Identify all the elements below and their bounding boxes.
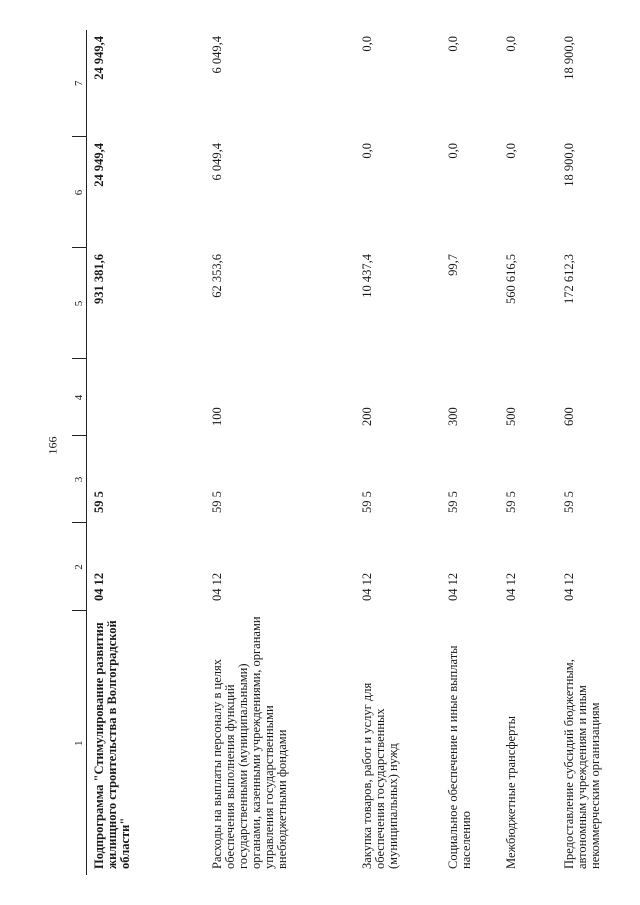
table-row [355, 30, 441, 875]
row-section-cell: 04 12 [445, 572, 460, 601]
row-amount-1-cell: 62 353,6 [209, 254, 224, 298]
row-amount-1-cell: 99,7 [445, 254, 460, 276]
row-name-cell: Предоставление субсидий бюджетным, автономным учреждениям и иным некоммерческим организациям [561, 659, 602, 869]
row-section-cell: 04 12 [92, 572, 106, 601]
column-header-amount-1: 5 [72, 248, 87, 359]
row-section-cell: 04 12 [503, 572, 518, 601]
row-program-cell: 59 5 [359, 491, 374, 513]
row-section-cell: 04 12 [561, 572, 576, 601]
table-row [87, 30, 205, 875]
row-name-cell: Расходы на выплаты персоналу в целях обеспечения выполнения функций государственными (муниципальными) органами, казенными учреждениями, органами управления государственными внебюджетными фондами [209, 616, 289, 869]
table-row [441, 30, 499, 875]
row-amount-3-cell: 0,0 [359, 36, 374, 52]
row-amount-3-cell: 6 049,4 [209, 36, 224, 74]
row-name-cell: Социальное обеспечение и иные выплаты населению [445, 645, 473, 869]
table-container [72, 30, 639, 875]
row-section-cell: 04 12 [359, 572, 374, 601]
row-name-cell: Межбюджетные трансферты [503, 715, 518, 869]
row-expense-type-cell: 600 [561, 407, 576, 426]
row-amount-2-cell: 6 049,4 [209, 143, 224, 181]
row-program-cell: 59 5 [209, 491, 224, 513]
row-program-cell: 59 5 [92, 491, 106, 513]
column-header-amount-2: 6 [72, 137, 87, 248]
row-amount-1-cell: 172 612,3 [561, 254, 576, 304]
row-expense-type-cell [87, 359, 205, 436]
row-amount-2-cell: 24 949,4 [92, 143, 106, 187]
row-name-cell: Закупка товаров, работ и услуг для обеспечения государственных (муниципальных) нужд [359, 682, 400, 869]
row-program-cell: 59 5 [503, 491, 518, 513]
row-expense-type-cell: 200 [359, 407, 374, 426]
row-name-cell: Подпрограмма "Стимулирование развития жилищного строительства в Волгоградской области" [92, 620, 132, 869]
budget-table [72, 30, 640, 875]
row-amount-1-cell: 10 437,4 [359, 254, 374, 298]
page-number: 166 [45, 436, 60, 455]
row-program-cell: 59 5 [561, 491, 576, 513]
table-row [205, 30, 355, 875]
row-program-cell: 59 5 [445, 491, 460, 513]
table-body [87, 30, 640, 875]
column-header-expense-type: 4 [72, 359, 87, 436]
row-amount-3-cell: 0,0 [503, 36, 518, 52]
row-amount-2-cell: 0,0 [359, 143, 374, 159]
row-amount-3-cell: 24 949,4 [92, 36, 106, 80]
column-header-program: 3 [72, 436, 87, 523]
row-amount-3-cell: 0,0 [445, 36, 460, 52]
row-amount-2-cell: 0,0 [445, 143, 460, 159]
row-amount-1-cell: 931 381,6 [92, 254, 106, 304]
row-amount-2-cell: 0,0 [503, 143, 518, 159]
row-expense-type-cell: 500 [503, 407, 518, 426]
row-section-cell: 04 12 [209, 572, 224, 601]
table-row [499, 30, 557, 875]
table-header [72, 30, 87, 875]
row-expense-type-cell: 100 [209, 407, 224, 426]
table-row [557, 30, 640, 875]
row-expense-type-cell: 300 [445, 407, 460, 426]
column-header-amount-3: 7 [72, 30, 87, 137]
column-header-section: 2 [72, 523, 87, 611]
row-amount-3-cell: 18 900,0 [561, 36, 576, 80]
row-amount-2-cell: 18 900,0 [561, 143, 576, 187]
header-row [72, 30, 87, 875]
column-header-name: 1 [72, 611, 87, 875]
row-amount-1-cell: 560 616,5 [503, 254, 518, 304]
